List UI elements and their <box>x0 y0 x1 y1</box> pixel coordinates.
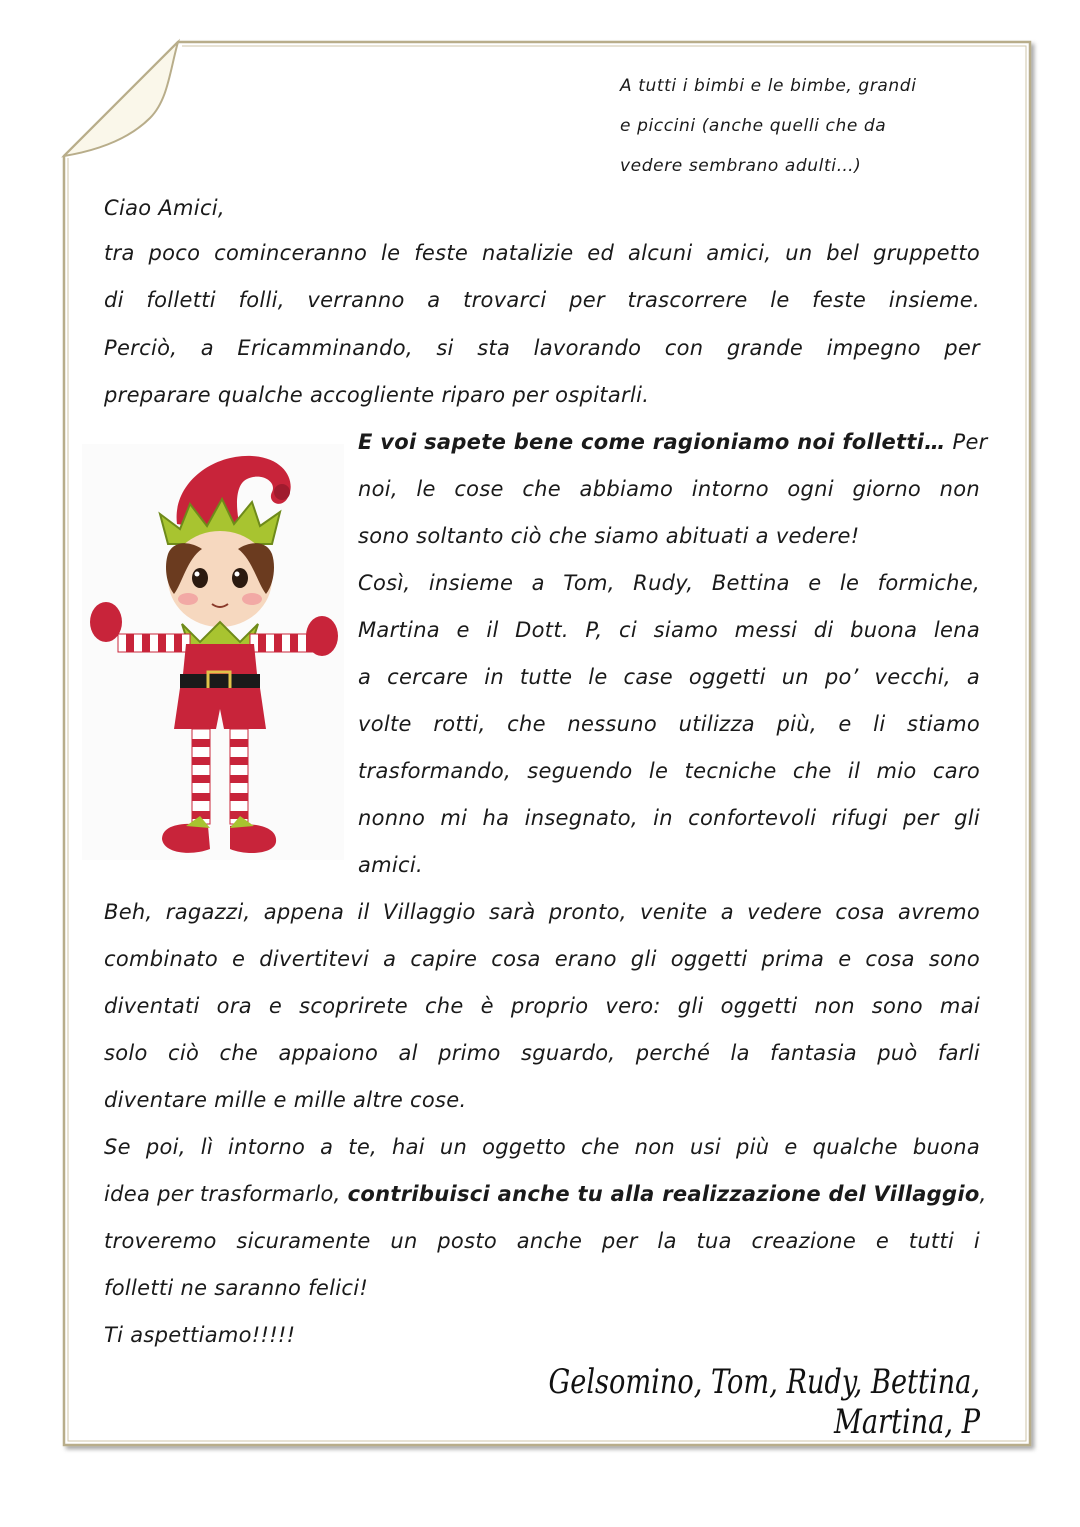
paragraph-line: sono soltanto ciò che siamo abituati a vedere! <box>358 524 860 548</box>
line-start: idea per trasformarlo, <box>104 1182 348 1206</box>
paragraph-line: Beh, ragazzi, appena il Villaggio sarà pronto, venite a vedere cosa avremo <box>104 900 980 924</box>
paragraph-line: trasformando, seguendo le tecniche che il mio caro <box>358 759 980 783</box>
paragraph-line: nonno mi ha insegnato, in confortevoli rifugi per gli <box>358 806 980 830</box>
paragraph-line: troveremo sicuramente un posto anche per la tua creazione e tutti i <box>104 1229 980 1253</box>
intro-rest: Per <box>945 430 988 454</box>
paragraph-line: Martina e il Dott. P, ci siamo messi di buona lena <box>358 618 980 642</box>
paragraph-line: Perciò, a Ericamminando, si sta lavorando con grande impegno per <box>104 336 980 360</box>
bold-intro: E voi sapete bene come ragioniamo noi folletti… <box>358 430 946 454</box>
dedication <box>620 66 980 186</box>
paragraph-line: diventare mille e mille altre cose. <box>104 1088 467 1112</box>
paragraph-line: folletti ne saranno felici! <box>104 1276 369 1300</box>
paragraph-line: Se poi, lì intorno a te, hai un oggetto che non usi più e qualche buona <box>104 1135 980 1159</box>
dedication-line: vedere sembrano adulti…) <box>620 156 862 176</box>
line-end: , <box>979 1182 987 1206</box>
paragraph-line: solo ciò che appaiono al primo sguardo, perché la fantasia può farli <box>104 1041 980 1065</box>
paragraph-line: tra poco cominceranno le feste natalizie ed alcuni amici, un bel gruppetto <box>104 241 980 265</box>
paragraph-line: a cercare in tutte le case oggetti un po’ vecchi, a <box>358 665 980 689</box>
paragraph-line: diventati ora e scoprirete che è proprio vero: gli oggetti non sono mai <box>104 994 980 1018</box>
paragraph-line: preparare qualche accogliente riparo per ospitarli. <box>104 383 650 407</box>
elf-illustration <box>82 444 344 860</box>
closing: Ti aspettiamo!!!!! <box>104 1323 296 1347</box>
paragraph-line <box>104 1171 987 1218</box>
signature: Gelsomino, Tom, Rudy, Bettina, Martina, P <box>548 1362 980 1442</box>
paragraph-line: amici. <box>358 853 424 877</box>
paragraph-line: combinato e divertitevi a capire cosa erano gli oggetti prima e cosa sono <box>104 947 980 971</box>
paragraph-line <box>358 419 988 466</box>
paragraph-line: volte rotti, che nessuno utilizza più, e li stiamo <box>358 712 980 736</box>
paragraph-line: Così, insieme a Tom, Rudy, Bettina e le formiche, <box>358 571 980 595</box>
paragraph-line: di folletti folli, verranno a trovarci per trascorrere le feste insieme. <box>104 288 980 312</box>
bold-call-to-action: contribuisci anche tu alla realizzazione del Villaggio <box>347 1182 980 1206</box>
greeting: Ciao Amici, <box>104 196 225 220</box>
dedication-line: A tutti i bimbi e le bimbe, grandi <box>620 76 917 96</box>
dedication-line: e piccini (anche quelli che da <box>620 116 887 136</box>
paragraph-line: noi, le cose che abbiamo intorno ogni giorno non <box>358 477 980 501</box>
